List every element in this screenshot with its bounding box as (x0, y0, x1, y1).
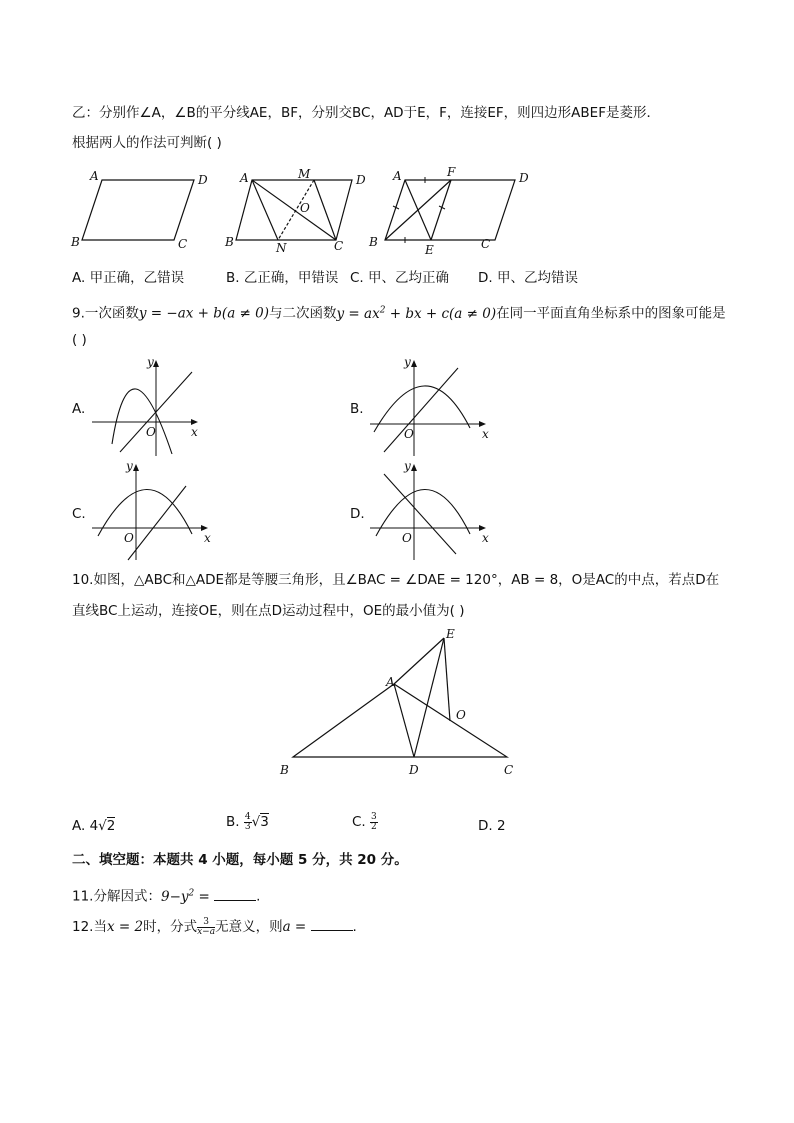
label-c: C (178, 237, 188, 251)
q8-figure-parallelogram (66, 166, 216, 251)
answer-blank[interactable] (214, 886, 256, 901)
label-e: E (446, 627, 455, 641)
label-e: E (425, 243, 434, 257)
q9-option-a-label: A. (72, 401, 86, 417)
label-b: B (225, 235, 234, 249)
svg-text:O: O (124, 531, 134, 545)
q8-prompt: 根据两人的作法可判断( ) (72, 135, 222, 151)
q10-line1: 10.如图，△ABC和△ADE都是等腰三角形，且∠BAC = ∠DAE = 120°，AB = 8，O是AC的中点，若点D在 (72, 572, 720, 588)
svg-text:x: x (482, 531, 489, 545)
q8-option-d: D. 甲、乙均错误 (478, 270, 578, 286)
segment-eo (444, 638, 450, 721)
triangle-abc (293, 684, 507, 757)
segment-de (414, 638, 444, 757)
svg-text:x: x (191, 425, 198, 439)
q9-graph-d (366, 458, 496, 563)
svg-text:O: O (404, 427, 414, 441)
label-o: O (456, 708, 466, 722)
svg-text:O: O (146, 425, 156, 439)
q9-eq-quadratic: $y = ax^2$ + bx + c(a ≠ 0) (336, 305, 497, 322)
label-a: A (240, 171, 249, 185)
q9-paren: ( ) (72, 332, 87, 348)
svg-text:x: x (204, 531, 211, 545)
q9-text-b: 与二次函数 (269, 305, 337, 322)
line (128, 486, 186, 560)
q8-option-a: A. 甲正确，乙错误 (72, 270, 185, 286)
label-a: A (386, 675, 395, 689)
svg-text:O: O (402, 531, 412, 545)
q9-text-c: 在同一平面直角坐标系中的图象可能是 (496, 305, 726, 322)
label-d: D (409, 763, 419, 777)
label-m: M (298, 167, 311, 181)
label-d: D (356, 173, 366, 187)
q10-option-b: B. $\frac{4}{3}$ √3 (226, 811, 269, 832)
q9-option-d-label: D. (350, 506, 365, 522)
svg-text:y: y (404, 355, 411, 369)
q8-yi-text: 乙：分别作∠A，∠B的平分线AE，BF，分别交BC，AD于E，F，连接EF，则四边形ABEF是菱形． (72, 105, 660, 121)
line (384, 368, 458, 452)
parabola (112, 389, 172, 454)
svg-text:y: y (404, 459, 411, 473)
q8-figure-jia (220, 166, 370, 256)
q10-option-d: D. 2 (478, 818, 506, 834)
label-a: A (90, 169, 99, 183)
label-b: B (369, 235, 378, 249)
label-d: D (519, 171, 529, 185)
line (384, 474, 456, 554)
svg-text:x: x (482, 427, 489, 441)
q12: 12.当x = 2时，分式 $\frac{3}{x-a}$ 无意义，则a = . (72, 916, 357, 937)
label-a: A (393, 169, 402, 183)
svg-text:y: y (126, 459, 133, 473)
q9-graph-a (88, 354, 208, 459)
section-heading: 二、填空题：本题共 4 小题，每小题 5 分，共 20 分。 (72, 852, 408, 868)
q8-figure-yi (365, 162, 529, 257)
q9-option-b-label: B. (350, 401, 364, 417)
parabola (376, 489, 470, 536)
q9-graph-c (88, 458, 218, 563)
q9-stem (72, 300, 726, 324)
q10-figure (276, 624, 526, 779)
label-c: C (504, 763, 514, 777)
q8-option-c: C. 甲、乙均正确 (350, 270, 450, 286)
q10-option-a: A. 4√2 (72, 818, 116, 834)
svg-text:y: y (147, 355, 154, 369)
label-o: O (300, 201, 310, 215)
q10-line2: 直线BC上运动，连接OE，则在点D运动过程中，OE的最小值为( ) (72, 603, 465, 619)
label-b: B (71, 235, 80, 249)
q10-option-c: C. $\frac{3}{2}$ (352, 811, 377, 832)
answer-blank[interactable] (311, 916, 353, 931)
q8-option-b: B. 乙正确，甲错误 (226, 270, 339, 286)
label-d: D (198, 173, 208, 187)
parallelogram-abcd (82, 180, 194, 240)
segment-ae (394, 638, 444, 684)
segment-mc (314, 180, 336, 240)
q11: 11.分解因式：$9-y^2$ = . (72, 883, 260, 907)
label-f: F (447, 165, 456, 179)
q9-option-c-label: C. (72, 506, 86, 522)
label-c: C (334, 239, 344, 253)
q9-graph-b (366, 354, 496, 459)
label-b: B (280, 763, 289, 777)
label-n: N (276, 241, 287, 255)
parallelogram (385, 180, 515, 240)
q9-text-a: 9.一次函数 (72, 305, 139, 322)
q9-eq-linear: y = −ax + b(a ≠ 0) (138, 305, 269, 322)
label-c: C (481, 237, 491, 251)
